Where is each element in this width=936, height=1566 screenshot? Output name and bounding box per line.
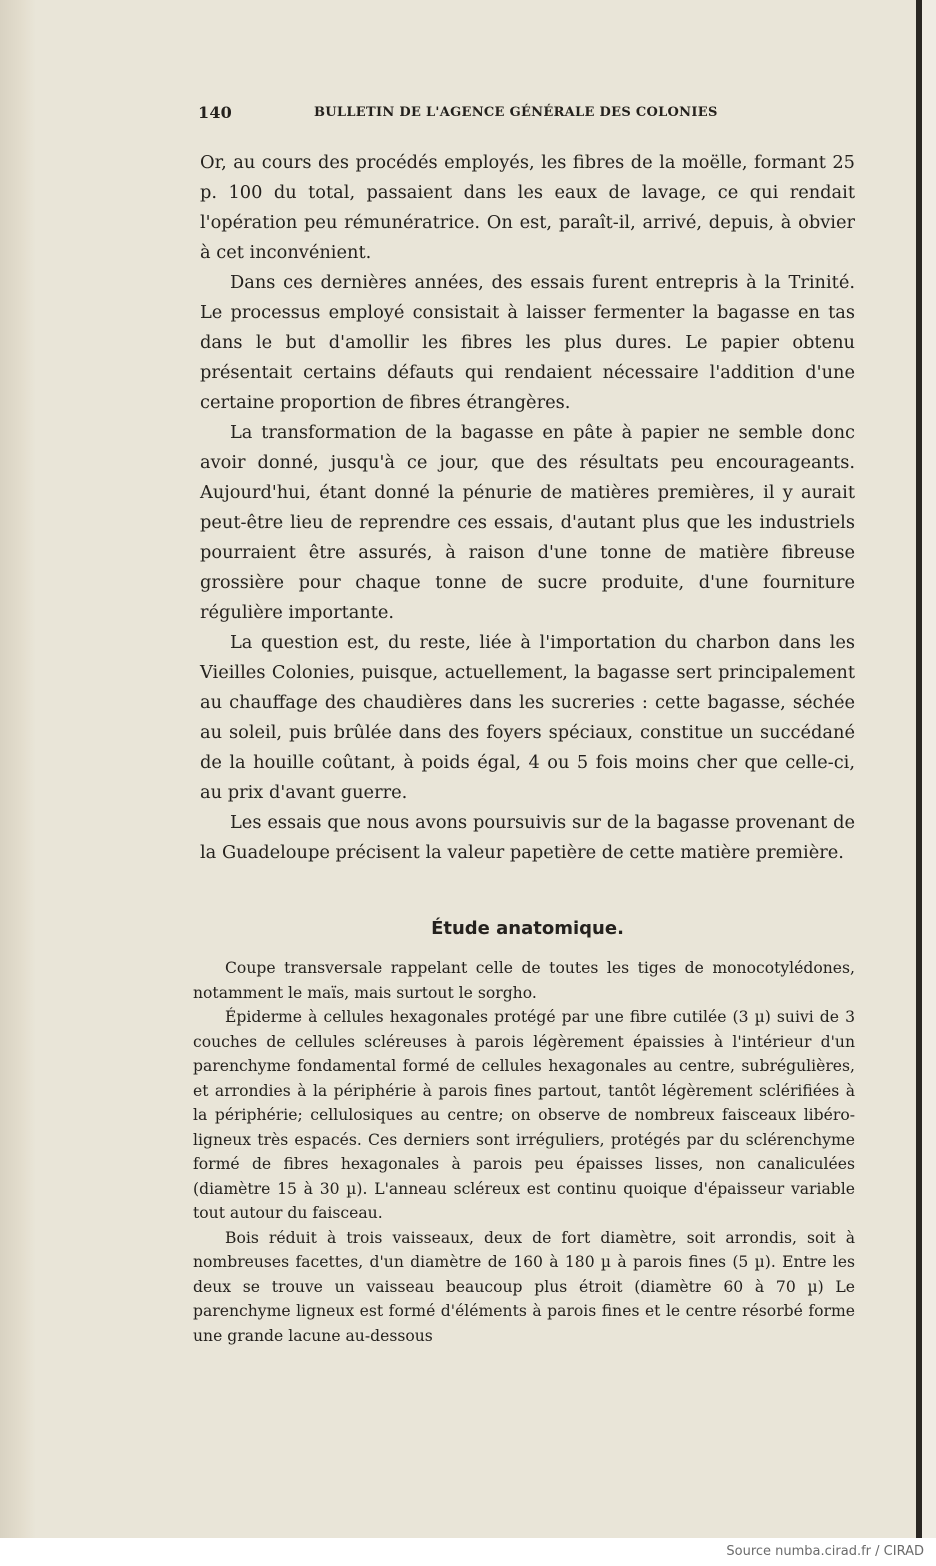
paragraph: Dans ces dernières années, des essais furent entrepris à la Trinité. Le processus employé consistait à laisser fermenter la bagasse en tas dans le but d'amollir les fibres les plus dures. Le papier obtenu présentait certains défauts qui rendaient nécessaire l'addition d'une certaine proportion de fibres étrangères. bbox=[200, 272, 855, 413]
paragraph: La transformation de la bagasse en pâte à papier ne semble donc avoir donné, jusqu'à ce jour, que des résultats peu encourageants. Aujourd'hui, étant donné la pénurie de matières premières, il y aurait peut-être lieu de reprendre ces essais, d'autant plus que les industriels pourraient être assurés, à raison d'une tonne de matière fibreuse grossière pour chaque tonne de sucre produite, d'une fourniture régulière importante. bbox=[200, 422, 855, 623]
paragraph: Épiderme à cellules hexagonales protégé par une fibre cutilée (3 µ) suivi de 3 couches de cellules scléreuses à parois légèrement épaissies à l'intérieur d'un parenchyme fondamental formé de cellules hexagonales au centre, subrégulières, et arrondies à la périphérie à parois fines partout, tantôt légèrement sclérifiées à la périphérie; cellulosiques au centre; on observe de nombreux faisceaux libéro-ligneux très espacés. Ces derniers sont irréguliers, protégés par du sclérenchyme formé de fibres hexagonales à parois peu épaisses lisses, non canaliculées (diamètre 15 à 30 µ). L'anneau scléreux est continu quoique d'épaisseur variable tout autour du faisceau. bbox=[193, 1008, 855, 1222]
paragraph: Coupe transversale rappelant celle de toutes les tiges de monocotylédones, notamment le maïs, mais surtout le sorgho. bbox=[193, 959, 855, 1002]
scan-margin bbox=[922, 0, 936, 1538]
section-text bbox=[193, 956, 855, 1348]
main-text bbox=[200, 148, 855, 868]
paragraph: Bois réduit à trois vaisseaux, deux de fort diamètre, soit arrondis, soit à nombreuses facettes, d'un diamètre de 160 à 180 µ à parois fines (5 µ). Entre les deux se trouve un vaisseau beaucoup plus étroit (diamètre 60 à 70 µ) Le parenchyme ligneux est formé d'éléments à parois fines et le centre résorbé forme une grande lacune au-dessous bbox=[193, 1228, 855, 1345]
page-number: 140 bbox=[198, 103, 232, 122]
paragraph: La question est, du reste, liée à l'importation du charbon dans les Vieilles Colonies, puisque, actuellement, la bagasse sert principalement au chauffage des chaudières dans les sucreries : cette bagasse, séchée au soleil, puis brûlée dans des foyers spéciaux, constitue un succédané de la houille coûtant, à poids égal, 4 ou 5 fois moins cher que celle-ci, au prix d'avant guerre. bbox=[200, 632, 855, 803]
section-heading: Étude anatomique. bbox=[431, 918, 624, 939]
running-title: BULLETIN DE L'AGENCE GÉNÉRALE DES COLONIES bbox=[314, 105, 718, 120]
source-credit: Source numba.cirad.fr / CIRAD bbox=[726, 1544, 924, 1559]
paragraph: Or, au cours des procédés employés, les fibres de la moëlle, formant 25 p. 100 du total, passaient dans les eaux de lavage, ce qui rendait l'opération peu rémunératrice. On est, paraît-il, arrivé, depuis, à obvier à cet inconvénient. bbox=[200, 152, 855, 263]
paragraph: Les essais que nous avons poursuivis sur de la bagasse provenant de la Guadeloupe précisent la valeur papetière de cette matière première. bbox=[200, 812, 855, 863]
running-header bbox=[198, 103, 758, 127]
